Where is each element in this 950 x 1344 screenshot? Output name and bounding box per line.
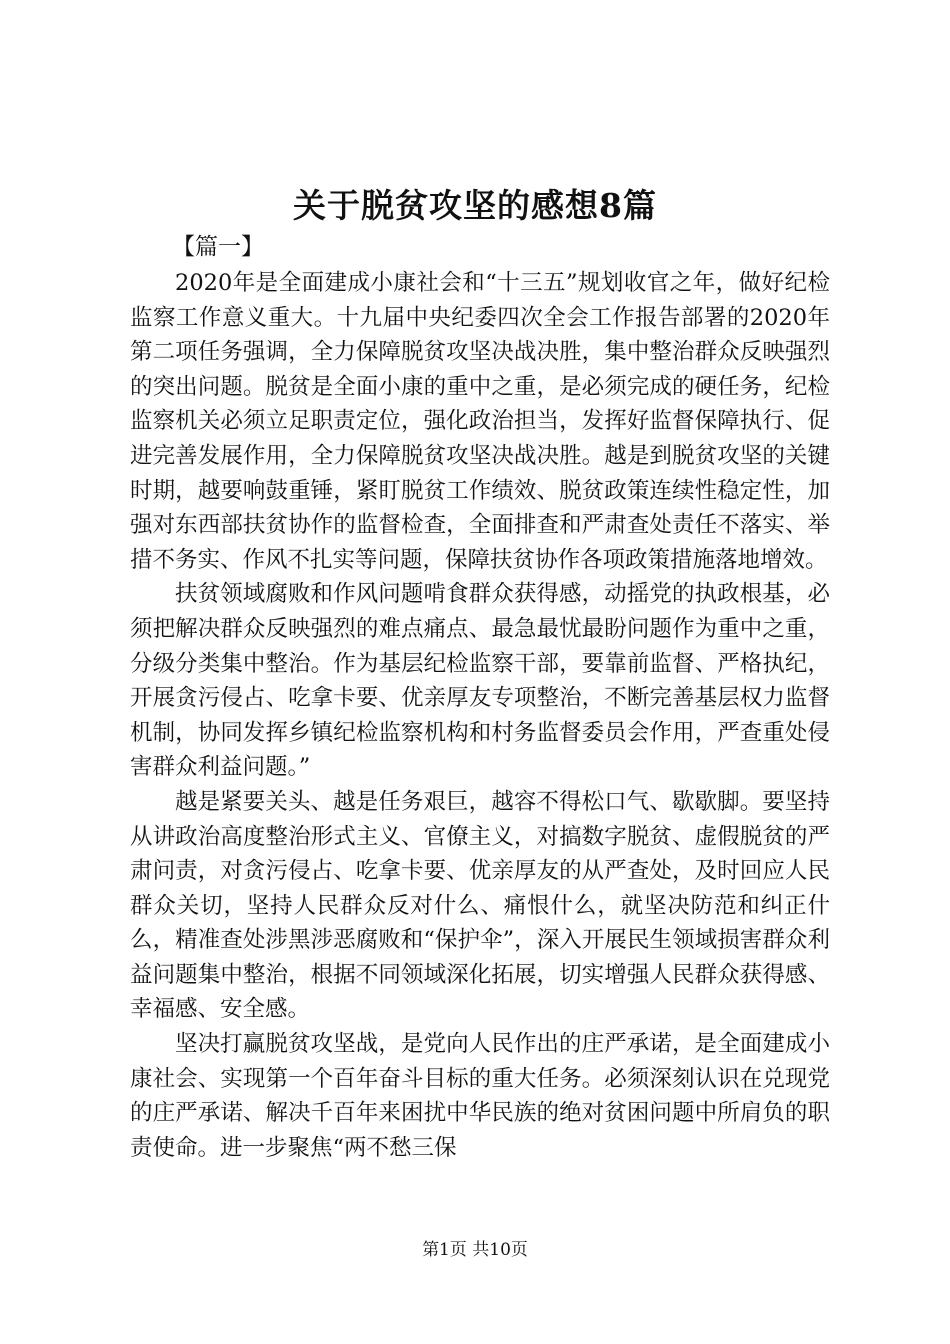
paragraph-1: 2020年是全面建成小康社会和“十三五”规划收官之年，做好纪检监察工作意义重大。十九届中央纪委四次全会工作报告部署的2020年第二项任务强调，全力保障脱贫攻坚决战决胜，集中整治群众反映强烈的突出问题。脱贫是全面小康的重中之重，是必须完成的硬任务，纪检监察机关必须立足职责定位，强化政治担当，发挥好监督保障执行、促进完善发展作用，全力保障脱贫攻坚决战决胜。越是到脱贫攻坚的关键时期，越要响鼓重锤，紧盯脱贫工作绩效、脱贫政策连续性稳定性，加强对东西部扶贫协作的监督检查，全面排查和严肃查处责任不落实、举措不务实、作风不扎实等问题，保障扶贫协作各项政策措施落地增效。 bbox=[130, 270, 830, 573]
paragraph-3: 越是紧要关头、越是任务艰巨，越容不得松口气、歇歇脚。要坚持从讲政治高度整治形式主义、官僚主义，对搞数字脱贫、虚假脱贫的严肃问责，对贪污侵占、吃拿卡要、优亲厚友的从严查处，及时回应人民群众关切，坚持人民群众反对什么、痛恨什么，就坚决防范和纠正什么，精准查处涉黑涉恶腐败和“保护伞”，深入开展民生领域损害群众利益问题集中整治，根据不同领域深化拓展，切实增强人民群众获得感、幸福感、安全感。 bbox=[130, 788, 830, 1023]
paragraph-4: 坚决打赢脱贫攻坚战，是党向人民作出的庄严承诺，是全面建成小康社会、实现第一个百年奋斗目标的重大任务。必须深刻认识在兑现党的庄严承诺、解决千百年来困扰中华民族的绝对贫困问题中所肩负的职责使命。进一步聚焦“两不愁三保 bbox=[130, 1031, 830, 1161]
document-body bbox=[130, 266, 830, 1165]
page-footer: 第1页 共10页 bbox=[422, 1240, 528, 1260]
document-title: 关于脱贫攻坚的感想8篇 bbox=[293, 186, 657, 225]
section-label: 【篇一】 bbox=[172, 234, 264, 260]
paragraph-2: 扶贫领域腐败和作风问题啃食群众获得感，动摇党的执政根基，必须把解决群众反映强烈的难点痛点、最急最忧最盼问题作为重中之重，分级分类集中整治。作为基层纪检监察干部，要靠前监督、严格执纪，开展贪污侵占、吃拿卡要、优亲厚友专项整治，不断完善基层权力监督机制，协同发挥乡镇纪检监察机构和村务监督委员会作用，严查重处侵害群众利益问题。” bbox=[130, 581, 830, 781]
